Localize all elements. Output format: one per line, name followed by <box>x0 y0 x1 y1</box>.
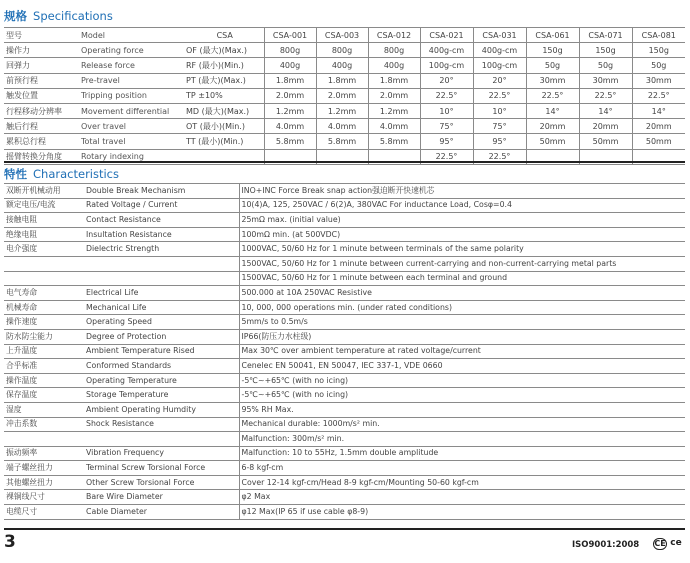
char-row <box>4 271 685 286</box>
char-row <box>4 388 685 403</box>
spec-cell: 4.0mm <box>316 119 368 134</box>
spec-cell: 触发位置 <box>4 88 79 103</box>
char-row <box>4 242 685 257</box>
spec-cell: 100g-cm <box>420 58 473 73</box>
spec-header-cell: 型号 <box>4 28 79 43</box>
spec-cell: 95° <box>473 134 526 149</box>
char-row <box>4 490 685 505</box>
char-label-zh: 裸铜线尺寸 <box>4 490 84 505</box>
char-row <box>4 256 685 271</box>
characteristics-table <box>4 183 685 520</box>
spec-cell: 2.0mm <box>368 88 420 103</box>
char-label-zh: 防水防尘能力 <box>4 329 84 344</box>
char-value: 25mΩ max. (initial value) <box>239 213 685 228</box>
spec-cell: 400g <box>316 58 368 73</box>
spec-cell: OT (最小)(Min.) <box>184 119 264 134</box>
section-divider <box>4 161 685 163</box>
char-value: IP66(防压力水柱级) <box>239 329 685 344</box>
spec-cell: 14° <box>632 103 685 118</box>
spec-cell: 400g <box>368 58 420 73</box>
char-label-zh: 接触电阻 <box>4 213 84 228</box>
spec-cell: 50mm <box>579 134 632 149</box>
page-number: 3 <box>4 532 16 552</box>
spec-header-cell: CSA-061 <box>526 28 579 43</box>
char-value: Max 30℃ over ambient temperature at rated voltage/current <box>239 344 685 359</box>
char-value: -5℃~+65℃ (with no icing) <box>239 388 685 403</box>
char-row <box>4 286 685 301</box>
spec-cell: 5.8mm <box>316 134 368 149</box>
spec-cell: 150g <box>579 43 632 58</box>
spec-cell: 400g <box>264 58 316 73</box>
char-label-zh: 操作温度 <box>4 373 84 388</box>
spec-cell: Release force <box>79 58 184 73</box>
char-row <box>4 475 685 490</box>
iso-certification: ISO9001:2008 <box>572 540 640 550</box>
spec-cell: 回弹力 <box>4 58 79 73</box>
spec-cell: 30mm <box>526 73 579 88</box>
char-label-en: Cable Diameter <box>84 505 239 520</box>
spec-cell: 累积总行程 <box>4 134 79 149</box>
spec-cell: 22.5° <box>473 149 526 164</box>
char-row <box>4 198 685 213</box>
char-row <box>4 417 685 432</box>
spec-row <box>4 119 685 134</box>
char-label-en: Electrical Life <box>84 286 239 301</box>
characteristics-title-zh: 特性 <box>4 167 27 181</box>
char-value: 10(4)A, 125, 250VAC / 6(2)A, 380VAC For inductance Load, Cosφ=0.4 <box>239 198 685 213</box>
spec-cell: 22.5° <box>579 88 632 103</box>
char-label-zh <box>4 256 84 271</box>
char-label-en: Double Break Mechanism <box>84 184 239 199</box>
spec-cell: 50mm <box>526 134 579 149</box>
char-label-en: Shock Resistance <box>84 417 239 432</box>
spec-cell: TP ±10% <box>184 88 264 103</box>
char-value: Cenelec EN 50041, EN 50047, IEC 337-1, VDE 0660 <box>239 359 685 374</box>
char-label-zh: 冲击系数 <box>4 417 84 432</box>
spec-cell: 1.8mm <box>316 73 368 88</box>
char-label-en: Other Screw Torsional Force <box>84 475 239 490</box>
spec-row <box>4 58 685 73</box>
spec-cell: 20mm <box>632 119 685 134</box>
char-row <box>4 344 685 359</box>
spec-cell: 400g-cm <box>473 43 526 58</box>
char-label-zh: 额定电压/电流 <box>4 198 84 213</box>
spec-cell: 50g <box>526 58 579 73</box>
spec-cell: 2.0mm <box>316 88 368 103</box>
spec-cell: 前预行程 <box>4 73 79 88</box>
spec-cell: 10° <box>420 103 473 118</box>
char-label-zh: 振动频率 <box>4 446 84 461</box>
char-label-en: Operating Speed <box>84 315 239 330</box>
char-value: 1000VAC, 50/60 Hz for 1 minute between terminals of the same polarity <box>239 242 685 257</box>
spec-cell: 800g <box>264 43 316 58</box>
spec-cell: 4.0mm <box>368 119 420 134</box>
spec-cell: Over travel <box>79 119 184 134</box>
spec-row <box>4 88 685 103</box>
char-value: 6-8 kgf-cm <box>239 461 685 476</box>
spec-cell: 50g <box>579 58 632 73</box>
spec-cell: 800g <box>368 43 420 58</box>
spec-cell: 22.5° <box>632 88 685 103</box>
spec-cell: 1.2mm <box>264 103 316 118</box>
specifications-title-zh: 规格 <box>4 9 27 23</box>
char-label-zh: 绝缘电阻 <box>4 227 84 242</box>
char-label-zh: 湿度 <box>4 402 84 417</box>
char-label-en <box>84 256 239 271</box>
char-label-en: Storage Temperature <box>84 388 239 403</box>
spec-cell: 400g-cm <box>420 43 473 58</box>
spec-header-cell: CSA-003 <box>316 28 368 43</box>
spec-cell: 22.5° <box>526 88 579 103</box>
char-label-en <box>84 432 239 447</box>
spec-cell: 20° <box>420 73 473 88</box>
spec-cell: 22.5° <box>420 88 473 103</box>
ce-mark-icon: CE <box>654 539 666 548</box>
char-row <box>4 432 685 447</box>
char-label-en: Mechanical Life <box>84 300 239 315</box>
spec-header-cell: CSA-012 <box>368 28 420 43</box>
char-value: 100mΩ min. (at 500VDC) <box>239 227 685 242</box>
spec-cell: 2.0mm <box>264 88 316 103</box>
char-label-zh <box>4 271 84 286</box>
spec-cell: MD (最大)(Max.) <box>184 103 264 118</box>
spec-cell: 14° <box>579 103 632 118</box>
spec-cell: 20mm <box>526 119 579 134</box>
char-label-zh: 保存温度 <box>4 388 84 403</box>
spec-cell: TT (最小)(Min.) <box>184 134 264 149</box>
spec-cell: 触后行程 <box>4 119 79 134</box>
char-row <box>4 184 685 199</box>
char-row <box>4 329 685 344</box>
spec-cell: Operating force <box>79 43 184 58</box>
ce-logo-icon: ce <box>670 538 682 548</box>
spec-cell: OF (最大)(Max.) <box>184 43 264 58</box>
char-label-en: Bare Wire Diameter <box>84 490 239 505</box>
spec-cell: 行程移动分辨率 <box>4 103 79 118</box>
char-label-zh: 操作速度 <box>4 315 84 330</box>
char-value: -5℃~+65℃ (with no icing) <box>239 373 685 388</box>
spec-header-cell: Model <box>79 28 184 43</box>
spec-cell: 30mm <box>579 73 632 88</box>
char-value: Mechanical durable: 1000m/s² min. <box>239 417 685 432</box>
char-label-en: Ambient Operating Humdity <box>84 402 239 417</box>
spec-header-cell: CSA-021 <box>420 28 473 43</box>
char-value: φ12 Max(IP 65 if use cable φ8-9) <box>239 505 685 520</box>
char-label-zh: 端子螺丝扭力 <box>4 461 84 476</box>
char-value: Cover 12-14 kgf-cm/Head 8-9 kgf-cm/Mounting 50-60 kgf-cm <box>239 475 685 490</box>
spec-cell: 1.2mm <box>368 103 420 118</box>
spec-cell: 5.8mm <box>264 134 316 149</box>
char-label-en <box>84 271 239 286</box>
spec-cell: 30mm <box>632 73 685 88</box>
spec-cell: 10° <box>473 103 526 118</box>
spec-cell: 20° <box>473 73 526 88</box>
spec-cell: 800g <box>316 43 368 58</box>
spec-row <box>4 43 685 58</box>
spec-cell: RF (最小)(Min.) <box>184 58 264 73</box>
spec-cell: 操作力 <box>4 43 79 58</box>
spec-cell: 20mm <box>579 119 632 134</box>
char-value: Malfunction: 10 to 55Hz, 1.5mm double amplitude <box>239 446 685 461</box>
char-label-zh: 合乎标准 <box>4 359 84 374</box>
spec-cell: 150g <box>526 43 579 58</box>
char-label-en: Terminal Screw Torsional Force <box>84 461 239 476</box>
spec-header-cell: CSA-031 <box>473 28 526 43</box>
char-label-zh: 电缆尺寸 <box>4 505 84 520</box>
char-label-zh: 电介强度 <box>4 242 84 257</box>
spec-row <box>4 103 685 118</box>
spec-cell: 摇臂转换分角度 <box>4 149 79 164</box>
char-label-en: Dielectric Strength <box>84 242 239 257</box>
specifications-table <box>4 27 685 165</box>
spec-cell: 14° <box>526 103 579 118</box>
spec-cell: Movement differential <box>79 103 184 118</box>
spec-cell: 100g-cm <box>473 58 526 73</box>
spec-cell: 75° <box>473 119 526 134</box>
char-value: 1500VAC, 50/60 Hz for 1 minute between each terminal and ground <box>239 271 685 286</box>
char-row <box>4 300 685 315</box>
char-row <box>4 213 685 228</box>
spec-cell: 4.0mm <box>264 119 316 134</box>
characteristics-title <box>4 166 119 182</box>
char-label-en: Insultation Resistance <box>84 227 239 242</box>
spec-header-cell: CSA <box>184 28 264 43</box>
char-label-en: Conformed Standards <box>84 359 239 374</box>
char-row <box>4 505 685 520</box>
spec-row <box>4 73 685 88</box>
char-label-en: Ambient Temperature Rised <box>84 344 239 359</box>
char-row <box>4 227 685 242</box>
spec-cell: 95° <box>420 134 473 149</box>
spec-cell: PT (最大)(Max.) <box>184 73 264 88</box>
spec-cell: 22.5° <box>420 149 473 164</box>
spec-cell: 1.2mm <box>316 103 368 118</box>
char-row <box>4 446 685 461</box>
char-value: 10, 000, 000 operations min. (under rated conditions) <box>239 300 685 315</box>
spec-cell: 5.8mm <box>368 134 420 149</box>
spec-header-cell: CSA-071 <box>579 28 632 43</box>
char-label-en: Vibration Frequency <box>84 446 239 461</box>
char-value: 95% RH Max. <box>239 402 685 417</box>
spec-header-cell: CSA-001 <box>264 28 316 43</box>
char-value: Malfunction: 300m/s² min. <box>239 432 685 447</box>
spec-cell: Total travel <box>79 134 184 149</box>
spec-header-cell: CSA-081 <box>632 28 685 43</box>
spec-row <box>4 134 685 149</box>
spec-cell: Tripping position <box>79 88 184 103</box>
char-row <box>4 402 685 417</box>
char-label-en: Degree of Protection <box>84 329 239 344</box>
spec-cell: 1.8mm <box>368 73 420 88</box>
char-row <box>4 359 685 374</box>
char-value: 1500VAC, 50/60 Hz for 1 minute between current-carrying and non-current-carrying metal parts <box>239 256 685 271</box>
char-row <box>4 315 685 330</box>
char-label-zh: 双断开机械动用 <box>4 184 84 199</box>
spec-cell: 75° <box>420 119 473 134</box>
characteristics-title-en: Characteristics <box>33 167 119 181</box>
spec-cell: Rotary indexing <box>79 149 184 164</box>
char-value: INO+INC Force Break snap action强迫断开快速机芯 <box>239 184 685 199</box>
char-label-en: Operating Temperature <box>84 373 239 388</box>
char-label-zh: 其他螺丝扭力 <box>4 475 84 490</box>
spec-header-row <box>4 28 685 43</box>
char-label-zh <box>4 432 84 447</box>
char-label-en: Rated Voltage / Current <box>84 198 239 213</box>
specifications-title-en: Specifications <box>33 9 113 23</box>
char-label-en: Contact Resistance <box>84 213 239 228</box>
char-label-zh: 机械寿命 <box>4 300 84 315</box>
spec-cell: Pre-travel <box>79 73 184 88</box>
char-row <box>4 373 685 388</box>
char-value: 500.000 at 10A 250VAC Resistive <box>239 286 685 301</box>
char-label-zh: 上升温度 <box>4 344 84 359</box>
specifications-title <box>4 8 113 24</box>
char-row <box>4 461 685 476</box>
spec-cell: 1.8mm <box>264 73 316 88</box>
spec-cell: 50g <box>632 58 685 73</box>
char-value: φ2 Max <box>239 490 685 505</box>
footer-divider <box>4 528 685 530</box>
char-label-zh: 电气寿命 <box>4 286 84 301</box>
char-value: 5mm/s to 0.5m/s <box>239 315 685 330</box>
spec-cell: 150g <box>632 43 685 58</box>
spec-cell: 50mm <box>632 134 685 149</box>
spec-cell: 22.5° <box>473 88 526 103</box>
